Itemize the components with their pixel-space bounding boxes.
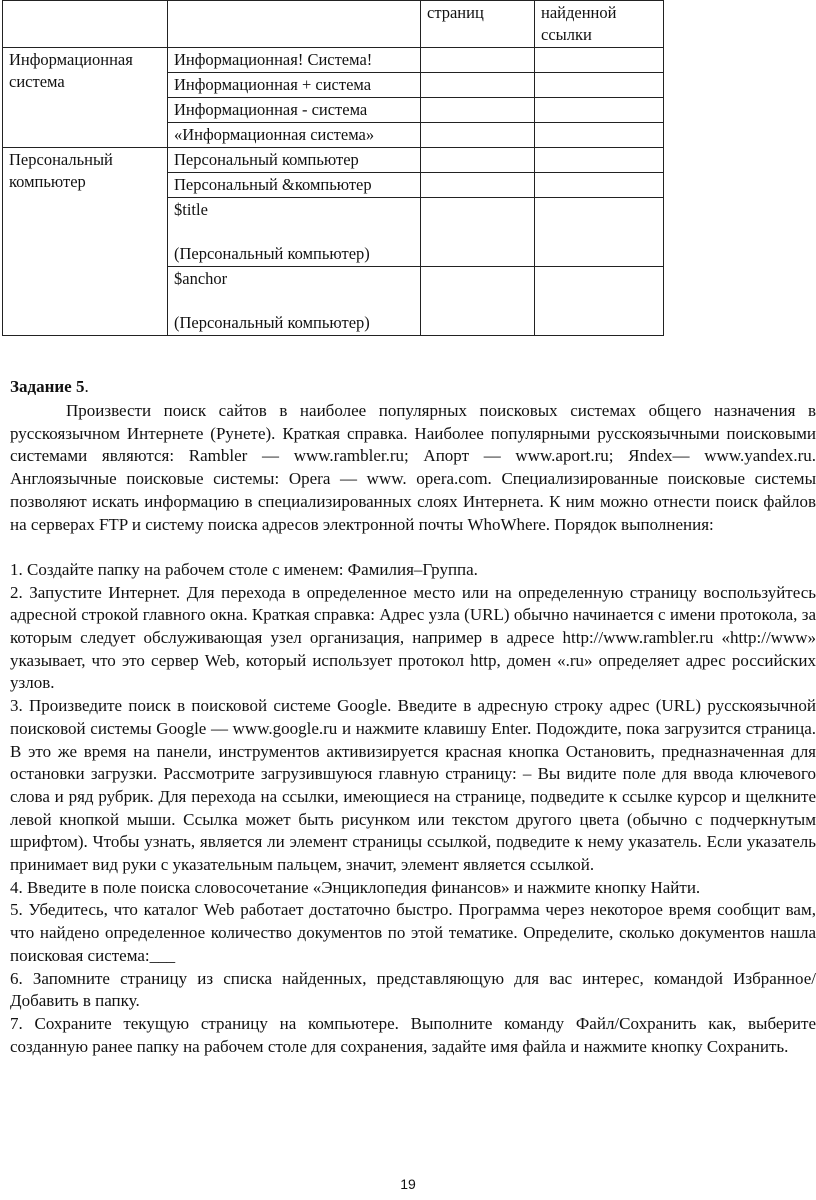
header-cell (168, 1, 421, 48)
pages-cell (421, 148, 535, 173)
step-item: 1. Создайте папку на рабочем столе с именем: Фамилия–Группа. (10, 559, 478, 579)
step-item: 3. Произведите поиск в поисковой системе Google. Введите в адресную строку адрес (URL) русскоязычной поисковой системы Google — www.google.ru и нажмите клавишу Enter. Подождите, пока загрузится страница. В это же время на панели, инструментов активизируется красная кнопка Остановить, предназначенная для остановки загрузки. Рассмотрите загрузившуюся главную страницу: – Вы видите поле для ввода ключевого слова и ряд рубрик. Для перехода на ссылки, имеющиеся на странице, подведите к ссылке курсор и щелкните левой кнопкой мыши. Ссылка может быть рисунком или текстом другого цвета (обычно с подчеркнутым шрифтом). Чтобы узнать, является ли элемент страницы ссылкой, подведите к нему указатель. Если указатель принимает вид руки с указательным пальцем, значит, элемент является ссылкой. (10, 696, 816, 875)
table-row (3, 48, 664, 73)
task-title-dot: . (84, 377, 89, 396)
term-cell: Персональный компьютер (3, 148, 168, 336)
pages-cell (421, 267, 535, 336)
link-cell (535, 173, 664, 198)
pages-cell (421, 173, 535, 198)
query-cell: Информационная! Система! (168, 48, 421, 73)
step-item: 4. Введите в поле поиска словосочетание «Энциклопедия финансов» и нажмите кнопку Найти. (10, 877, 701, 897)
query-cell: Информационная + система (168, 73, 421, 98)
header-cell: страниц (421, 1, 535, 48)
link-cell (535, 123, 664, 148)
query-cell: Персональный &компьютер (168, 173, 421, 198)
query-cell: Персональный компьютер (168, 148, 421, 173)
pages-cell (421, 98, 535, 123)
link-cell (535, 73, 664, 98)
query-operator: $title (174, 200, 208, 219)
link-cell (535, 98, 664, 123)
link-cell (535, 48, 664, 73)
pages-cell (421, 123, 535, 148)
query-operator: $anchor (174, 269, 228, 288)
step-item: 2. Запустите Интернет. Для перехода в определенное место или на определенную страницу воспользуйтесь адресной строкой главного окна. Краткая справка: Адрес узла (URL) обычно начинается с имени протокола, за которым следует обслуживающая узел организация, например в адресе http://www.rambler.ru «http://www» указывает, что это сервер Web, который использует протокол http, домен «.ru» определяет адрес российских узлов. (10, 582, 816, 693)
step-item: 7. Сохраните текущую страницу на компьютере. Выполните команду Файл/Сохранить как, выберите созданную ранее папку на рабочем столе для сохранения, задайте имя файла и нажмите кнопку Сохранить. (10, 1013, 816, 1056)
table-header-row (3, 1, 664, 48)
query-cell: «Информационная система» (168, 123, 421, 148)
link-cell (535, 148, 664, 173)
query-cell (168, 198, 421, 267)
term-cell: Информационная система (3, 48, 168, 148)
pages-cell (421, 73, 535, 98)
step-item: 5. Убедитесь, что каталог Web работает достаточно быстро. Программа через некоторое время сообщит вам, что найдено определенное количество документов по этой тематике. Определите, сколько документов нашла поисковая система:___ (10, 900, 816, 965)
step-item: 6. Запомните страницу из списка найденных, представляющую для вас интерес, командой Избранное/Добавить в папку. (10, 968, 816, 1011)
header-cell: найденной ссылки (535, 1, 664, 48)
task-heading (10, 377, 89, 397)
page-number: 19 (400, 1176, 416, 1192)
task-body (10, 400, 816, 1058)
task-title: Задание 5 (10, 377, 85, 396)
link-cell (535, 267, 664, 336)
query-cell (168, 267, 421, 336)
query-text: (Персональный компьютер) (174, 313, 370, 332)
query-text: (Персональный компьютер) (174, 244, 370, 263)
link-cell (535, 198, 664, 267)
pages-cell (421, 48, 535, 73)
search-query-table (2, 0, 664, 336)
header-cell (3, 1, 168, 48)
intro-paragraph: Произвести поиск сайтов в наиболее популярных поисковых системах общего назначения в русскоязычном Интернете (Рунете). Краткая справка. Наиболее популярными русскоязычными поисковыми системами являются: Rambler — www.rambler.ru; Апорт — www.aport.ru; Яndex— www.yandex.ru. Англоязычные поисковые системы: Opera — www. opera.com. Специализированные поисковые системы позволяют искать информацию в специализированных слоях Интернета. К ним можно отнести поиск файлов на серверах FTP и систему поиска адресов электронной почты WhoWhere. Порядок выполнения: (10, 401, 816, 534)
pages-cell (421, 198, 535, 267)
query-cell: Информационная - система (168, 98, 421, 123)
table-row (3, 148, 664, 173)
